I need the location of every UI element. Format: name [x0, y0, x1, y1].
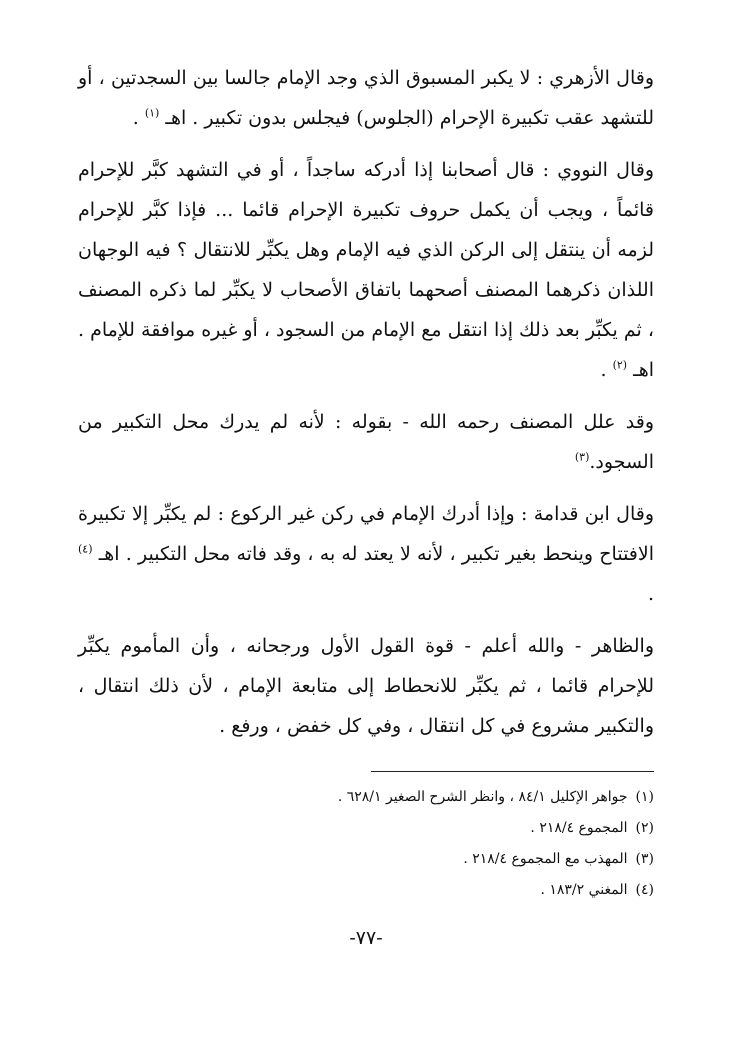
paragraph-text: والظاهر - والله أعلم - قوة القول الأول ورجحانه ، وأن المأموم يكبِّر للإحرام قائما ، ثم يكبِّر للانحطاط إلى متابعة الإمام ، لأن ذلك انتقال ، والتكبير مشروع في كل انتقال ، وفي كل خفض ، ورفع .: [78, 635, 654, 737]
paragraph-tail: .: [600, 359, 613, 381]
footnote-4: [78, 875, 654, 906]
main-text: [78, 58, 654, 758]
footnote-1: [78, 782, 654, 813]
footnote-ref[interactable]: (٤): [78, 542, 93, 556]
footnote-text: المغني ١٨٣/٢ .: [540, 882, 628, 898]
paragraph-musannif: [78, 402, 654, 482]
footnote-2: [78, 813, 654, 844]
paragraph-tail: .: [132, 107, 145, 129]
paragraph-text: وقال النووي : قال أصحابنا إذا أدركه ساجداً ، أو في التشهد كبَّر للإحرام قائماً ، ويجب أن يكمل حروف تكبيرة الإحرام قائما ... فإذا كبَّر للإحرام لزمه أن ينتقل إلى الركن الذي فيه الإمام وهل يكبِّر للانتقال ؟ فيه الوجهان اللذان ذكرهما المصنف أصحهما باتفاق الأصحاب لا يكبِّر لما ذكره المصنف ، ثم يكبِّر بعد ذلك إذا انتقل مع الإمام من السجود ، أو غيره موافقة للإمام . اهـ: [78, 159, 654, 381]
footnote-text: جواهر الإكليل ٨٤/١ ، وانظر الشرح الصغير ٦٢٨/١ .: [337, 789, 628, 805]
footnote-number: (٣): [635, 851, 654, 867]
paragraph-tail: .: [647, 583, 654, 605]
footnote-number: (٢): [635, 820, 654, 836]
footnote-number: (٤): [635, 882, 654, 898]
paragraph-nawawi: [78, 150, 654, 390]
page-number: -٧٧-: [349, 927, 383, 949]
footnote-text: المجموع ٢١٨/٤ .: [530, 820, 628, 836]
footnote-text: المهذب مع المجموع ٢١٨/٤ .: [463, 851, 628, 867]
footnote-3: [78, 844, 654, 875]
paragraph-text: وقال ابن قدامة : وإذا أدرك الإمام في ركن غير الركوع : لم يكبِّر إلا تكبيرة الافتتاح وينحط بغير تكبير ، لأنه لا يعتد له به ، وقد فاته محل التكبير . اهـ: [78, 503, 655, 565]
footnote-ref[interactable]: (٢): [612, 358, 628, 372]
paragraph-text: وقد علل المصنف رحمه الله - بقوله : لأنه لم يدرك محل التكبير من السجود.: [78, 411, 654, 473]
footnotes: [78, 782, 654, 906]
paragraph-text: وقال الأزهري : لا يكبر المسبوق الذي وجد الإمام جالسا بين السجدتين ، أو للتشهد عقب تكبيرة الإحرام (الجلوس) فيجلس بدون تكبير . اهـ: [78, 67, 654, 129]
footnote-ref[interactable]: (٣): [574, 450, 590, 464]
paragraph-azhari: [78, 58, 654, 138]
paragraph-conclusion: [78, 626, 654, 746]
footnote-separator: [371, 771, 654, 772]
footnote-ref[interactable]: (١): [144, 106, 160, 120]
footnote-number: (١): [635, 789, 654, 805]
paragraph-ibn-qudama: [78, 494, 654, 614]
